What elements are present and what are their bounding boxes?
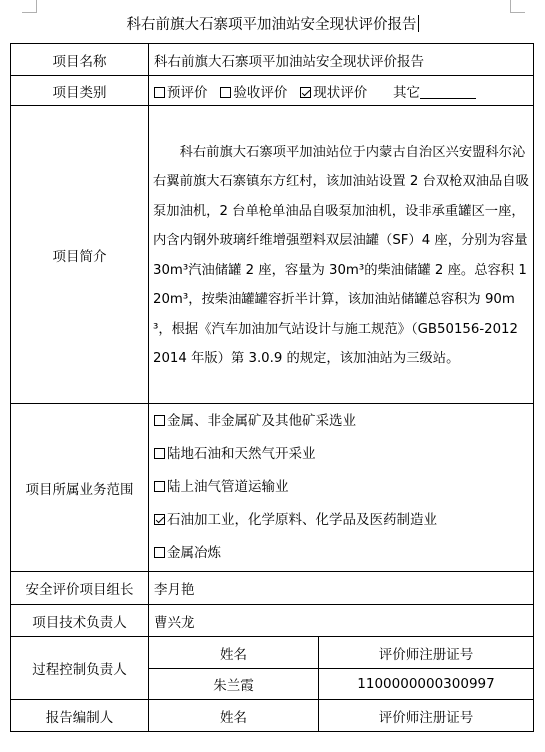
scope-item-mining-label: 金属、非金属矿及其他矿采选业 <box>167 413 356 429</box>
team-leader-label: 安全评价项目组长 <box>11 572 149 605</box>
summary-cell <box>149 106 534 404</box>
scope-item-mining[interactable] <box>154 405 533 438</box>
process-control-name-header: 姓名 <box>149 637 319 669</box>
row-tech-lead <box>11 605 534 637</box>
checkbox-oil-gas[interactable] <box>154 448 165 459</box>
row-project-type <box>11 76 534 106</box>
page-corner-mark-left <box>22 0 37 13</box>
tech-lead-value[interactable]: 曹兴龙 <box>149 605 534 637</box>
checkbox-acceptance-evaluation[interactable] <box>220 87 231 98</box>
summary-text[interactable]: 科右前旗大石寨项平加油站位于内蒙古自治区兴安盟科尔沁右翼前旗大石寨镇东方红村，该加油站设置 2 台双枪双油品自吸泵加油机，2 台单枪单油品自吸泵加油机，设非承重罐区一座，内含内钢外玻璃纤维增强塑料双层油罐（SF）4 座，分别为容量 30m³汽油储罐 2 座，容量为 30m³的柴油储罐 2 座。总容积 120m³，按柴油罐罐容折半计算，该加油站储罐总容积为 90m³，根据《汽车加油加气站设计与施工规范》（GB50156-2012 2014 年版）第 3.0.9 的规定，该加油站为三级站。 <box>153 144 529 366</box>
scope-item-pipeline[interactable] <box>154 471 533 504</box>
row-project-name <box>11 44 534 76</box>
row-summary <box>11 106 534 404</box>
checkbox-pipeline[interactable] <box>154 481 165 492</box>
scope-item-petrochemical-label: 石油加工业，化学原料、化学品及医药制造业 <box>167 512 437 528</box>
option-other-blank[interactable] <box>420 84 476 99</box>
row-process-control-header <box>11 637 534 669</box>
tech-lead-label: 项目技术负责人 <box>11 605 149 637</box>
project-type-label: 项目类别 <box>11 76 149 106</box>
process-control-cert[interactable]: 1100000000300997 <box>319 669 534 700</box>
row-team-leader <box>11 572 534 605</box>
row-report-author <box>11 700 534 732</box>
checkbox-mining[interactable] <box>154 415 165 426</box>
summary-label: 项目简介 <box>11 106 149 404</box>
report-info-table <box>10 43 534 732</box>
process-control-label: 过程控制负责人 <box>11 637 149 700</box>
option-status-evaluation-label: 现状评价 <box>313 84 368 101</box>
project-name-label: 项目名称 <box>11 44 149 76</box>
project-name-value[interactable]: 科右前旗大石寨项平加油站安全现状评价报告 <box>149 44 534 76</box>
option-acceptance-evaluation-label: 验收评价 <box>233 84 288 101</box>
checkbox-status-evaluation[interactable] <box>300 87 311 98</box>
text-cursor <box>418 15 419 32</box>
option-other-label: 其它 <box>393 84 420 101</box>
report-author-cert-header: 评价师注册证号 <box>319 700 534 732</box>
checkbox-petrochemical[interactable] <box>154 514 165 525</box>
scope-item-metallurgy-label: 金属冶炼 <box>167 545 221 561</box>
process-control-name[interactable]: 朱兰霞 <box>149 669 319 700</box>
checkbox-metallurgy[interactable] <box>154 547 165 558</box>
scope-item-oil-gas[interactable] <box>154 438 533 471</box>
process-control-cert-header: 评价师注册证号 <box>319 637 534 669</box>
scope-options <box>149 404 534 572</box>
document-title[interactable] <box>0 14 545 36</box>
scope-item-metallurgy[interactable] <box>154 537 533 570</box>
option-status-evaluation[interactable] <box>300 85 367 101</box>
report-author-name-header: 姓名 <box>149 700 319 732</box>
scope-item-pipeline-label: 陆上油气管道运输业 <box>167 479 289 495</box>
document-title-text: 科右前旗大石寨项平加油站安全现状评价报告 <box>126 17 417 33</box>
team-leader-value[interactable]: 李月艳 <box>149 572 534 605</box>
scope-label: 项目所属业务范围 <box>11 404 149 572</box>
row-scope <box>11 404 534 572</box>
scope-item-oil-gas-label: 陆地石油和天然气开采业 <box>167 446 316 462</box>
option-pre-evaluation[interactable] <box>154 85 208 101</box>
option-pre-evaluation-label: 预评价 <box>167 84 208 101</box>
project-type-options <box>149 76 534 106</box>
scope-item-petrochemical[interactable] <box>154 504 533 537</box>
report-author-label: 报告编制人 <box>11 700 149 732</box>
checkbox-pre-evaluation[interactable] <box>154 87 165 98</box>
option-acceptance-evaluation[interactable] <box>220 85 287 101</box>
page-corner-mark-right <box>510 0 525 13</box>
